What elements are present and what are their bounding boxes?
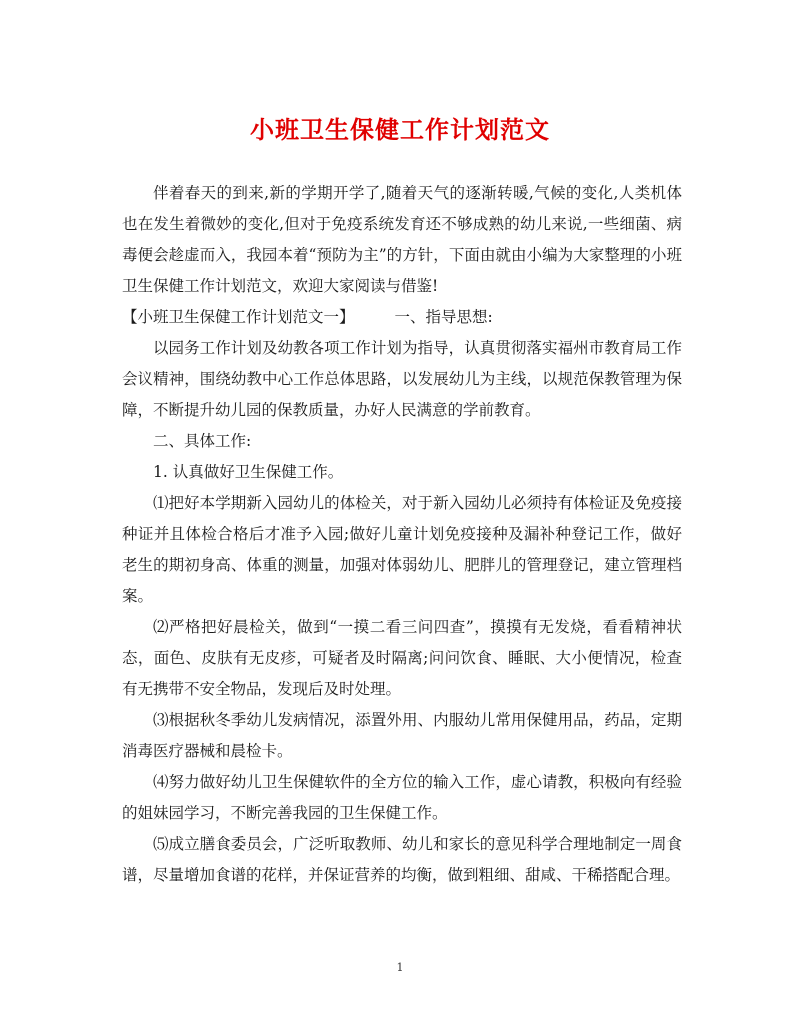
document-body (122, 178, 682, 891)
list-item: ⑵严格把好晨检关，做到“一摸二看三问四查”，摸摸有无发烧，看看精神状态，面色、皮肤有无皮疹，可疑者及时隔离;问问饮食、睡眠、大小便情况，检查有无携带不安全物品，发现后及时处理。 (122, 618, 682, 698)
list-item: ⑴把好本学期新入园幼儿的体检关，对于新入园幼儿必须持有体检证及免疫接种证并且体检合格后才准予入园;做好儿童计划免疫接种及漏补种登记工作，做好老生的期初身高、体重的测量，加强对体弱幼儿、肥胖儿的管理登记，建立管理档案。 (122, 494, 682, 605)
list-item: ⑶根据秋冬季幼儿发病情况，添置外用、内服幼儿常用保健用品，药品，定期消毒医疗器械和晨检卡。 (122, 711, 682, 760)
section-heading-line (122, 302, 682, 333)
specific-heading: 二、具体工作: (153, 432, 252, 450)
list-item: ⑷努力做好幼儿卫生保健软件的全方位的输入工作，虚心请教，积极向有经验的姐妹园学习，不断完善我园的卫生保健工作。 (122, 773, 682, 822)
guiding-paragraph: 以园务工作计划及幼教各项工作计划为指导，认真贯彻落实福州市教育局工作会议精神，围绕幼教中心工作总体思路，以发展幼儿为主线，以规范保教管理为保障，不断提升幼儿园的保教质量，办好人民满意的学前教育。 (122, 339, 682, 419)
section-label: 【小班卫生保健工作计划范文一】 (122, 308, 355, 326)
item-1-heading: 1. 认真做好卫生保健工作。 (153, 463, 344, 481)
document-title: 小班卫生保健工作计划范文 (250, 115, 550, 144)
section-heading: 一、指导思想: (394, 308, 493, 326)
intro-paragraph: 伴着春天的到来,新的学期开学了,随着天气的逐渐转暖,气候的变化,人类机体也在发生着微妙的变化,但对于免疫系统发育还不够成熟的幼儿来说,一些细菌、病毒便会趁虚而入，我园本着“预防为主”的方针，下面由就由小编为大家整理的小班卫生保健工作计划范文，欢迎大家阅读与借鉴! (122, 184, 682, 295)
list-item: ⑸成立膳食委员会，广泛听取教师、幼儿和家长的意见科学合理地制定一周食谱，尽量增加食谱的花样，并保证营养的均衡，做到粗细、甜咸、干稀搭配合理。 (122, 835, 682, 884)
page-number: 1 (396, 961, 404, 974)
